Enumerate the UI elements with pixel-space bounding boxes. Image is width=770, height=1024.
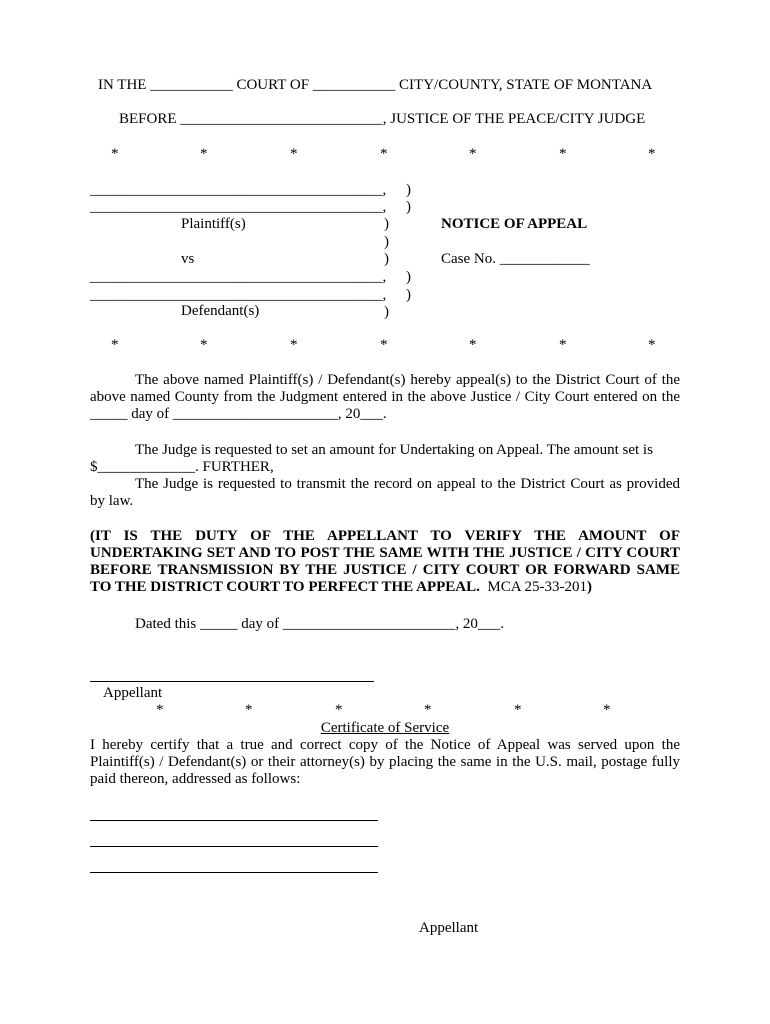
caption-paren: )	[384, 234, 389, 250]
caption-paren: )	[384, 304, 389, 320]
appeal-paragraph: The above named Plaintiff(s) / Defendant(s) hereby appeal(s) to the District Court of the above named County from the Judgment entered in the above Justice / City Court entered on the _____ day of ______________________, 20___.	[90, 372, 680, 422]
certificate-title: Certificate of Service	[320, 720, 450, 736]
star: *	[469, 146, 477, 162]
star: *	[380, 337, 388, 353]
caption-paren: )	[406, 269, 411, 285]
court-line: IN THE ___________ COURT OF ___________ CITY/COUNTY, STATE OF MONTANA	[98, 77, 653, 93]
defendant-label: Defendant(s)	[181, 303, 260, 319]
star: *	[380, 146, 388, 162]
caption-paren: )	[406, 182, 411, 198]
star: *	[111, 146, 119, 162]
appellant-label: Appellant	[103, 685, 163, 701]
before-line: BEFORE ___________________________, JUSTICE OF THE PEACE/CITY JUDGE	[119, 111, 646, 127]
plaintiff-label: Plaintiff(s)	[181, 216, 246, 232]
caption-paren: )	[384, 251, 389, 267]
undertaking-paragraph: The Judge is requested to set an amount for Undertaking on Appeal. The amount set is	[135, 442, 653, 458]
caption-paren: )	[406, 199, 411, 215]
star-divider-middle	[0, 337, 770, 355]
caption-paren: )	[384, 216, 389, 232]
statute-citation: MCA 25-33-201	[487, 579, 587, 595]
star: *	[200, 146, 208, 162]
star: *	[603, 702, 611, 718]
star: *	[648, 337, 656, 353]
appellant-signature-line	[90, 681, 374, 682]
plaintiff-name-line: _______________________________________,	[90, 182, 387, 198]
address-line	[90, 872, 378, 873]
star: *	[559, 337, 567, 353]
star: *	[648, 146, 656, 162]
star: *	[424, 702, 432, 718]
defendant-name-line: _______________________________________,	[90, 287, 387, 303]
certificate-appellant-label: Appellant	[419, 920, 479, 936]
star: *	[290, 337, 298, 353]
document-title: NOTICE OF APPEAL	[441, 216, 588, 232]
star: *	[111, 337, 119, 353]
vs-label: vs	[181, 251, 195, 267]
star-divider-bottom	[0, 702, 770, 720]
undertaking-amount: $_____________. FURTHER,	[90, 459, 274, 475]
star: *	[245, 702, 253, 718]
star: *	[469, 337, 477, 353]
star: *	[559, 146, 567, 162]
warning-text: (IT IS THE DUTY OF THE APPELLANT TO VERIFY THE AMOUNT OF UNDERTAKING SET AND TO POST THE SAME WITH THE JUSTICE / CITY COURT BEFORE TRANSMISSION BY THE JUSTICE / CITY COURT OR FORWARD SAME TO THE DISTRICT COURT TO PERFECT THE APPEAL.	[90, 528, 680, 595]
star: *	[200, 337, 208, 353]
dated-line: Dated this _____ day of _______________________, 20___.	[135, 616, 505, 632]
star-divider-top	[0, 146, 770, 164]
warning-close: )	[586, 579, 592, 595]
case-number-field: Case No. ____________	[441, 251, 590, 267]
appellant-duty-warning	[90, 528, 680, 596]
transmit-paragraph: The Judge is requested to transmit the record on appeal to the District Court as provided by law.	[90, 476, 680, 509]
caption-paren: )	[406, 287, 411, 303]
star: *	[514, 702, 522, 718]
star: *	[290, 146, 298, 162]
defendant-name-line: _______________________________________,	[90, 269, 387, 285]
star: *	[156, 702, 164, 718]
address-line	[90, 846, 378, 847]
certificate-text: I hereby certify that a true and correct copy of the Notice of Appeal was served upon the Plaintiff(s) / Defendant(s) or their attorney(s) by placing the same in the U.S. mail, postage fully paid thereon, addressed as follows:	[90, 737, 680, 787]
plaintiff-name-line: _______________________________________,	[90, 199, 387, 215]
star: *	[335, 702, 343, 718]
address-line	[90, 820, 378, 821]
